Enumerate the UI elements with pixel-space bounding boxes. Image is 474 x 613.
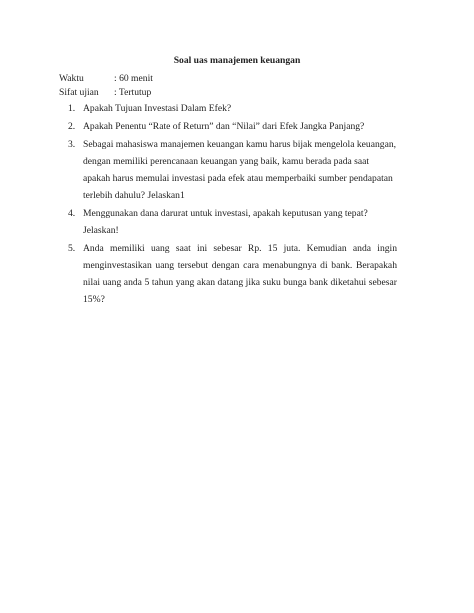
question-item-5 bbox=[59, 240, 397, 308]
question-text: Apakah Penentu “Rate of Return” dan “Nilai” dari Efek Jangka Panjang? bbox=[83, 121, 365, 132]
question-number: 4. bbox=[68, 208, 76, 219]
meta-waktu bbox=[59, 72, 153, 86]
question-number: 3. bbox=[68, 139, 76, 150]
question-number: 2. bbox=[68, 121, 76, 132]
waktu-value: : 60 menit bbox=[114, 73, 153, 84]
question-item-1 bbox=[59, 100, 397, 117]
question-text: Menggunakan dana darurat untuk investasi, apakah keputusan yang tepat? Jelaskan! bbox=[83, 208, 368, 236]
question-item-4 bbox=[59, 205, 397, 239]
question-item-2 bbox=[59, 118, 397, 135]
question-number: 1. bbox=[68, 103, 76, 114]
question-text: Anda memiliki uang saat ini sebesar Rp. 15 juta. Kemudian anda ingin menginvestasikan uang tersebut dengan cara menabungnya di bank. Berapakah nilai uang anda 5 tahun yang akan datang jika suku bunga bank diketahui sebesar 15%? bbox=[83, 243, 397, 305]
question-item-3 bbox=[59, 136, 397, 204]
question-text: Apakah Tujuan Investasi Dalam Efek? bbox=[83, 103, 232, 114]
sifat-ujian-value: : Tertutup bbox=[114, 87, 152, 98]
question-number: 5. bbox=[68, 243, 76, 254]
meta-sifat-ujian bbox=[59, 86, 151, 100]
question-list bbox=[59, 100, 397, 309]
waktu-label: Waktu bbox=[59, 73, 84, 84]
document-title: Soal uas manajemen keuangan bbox=[173, 55, 301, 66]
question-text: Sebagai mahasiswa manajemen keuangan kamu harus bijak mengelola keuangan, dengan memiliki perencanaan keuangan yang baik, kamu berada pada saat apakah harus memulai investasi pada efek atau memperbaiki sumber pendapatan terlebih dahulu? Jelaskan1 bbox=[83, 139, 397, 201]
sifat-ujian-label: Sifat ujian bbox=[59, 87, 99, 98]
